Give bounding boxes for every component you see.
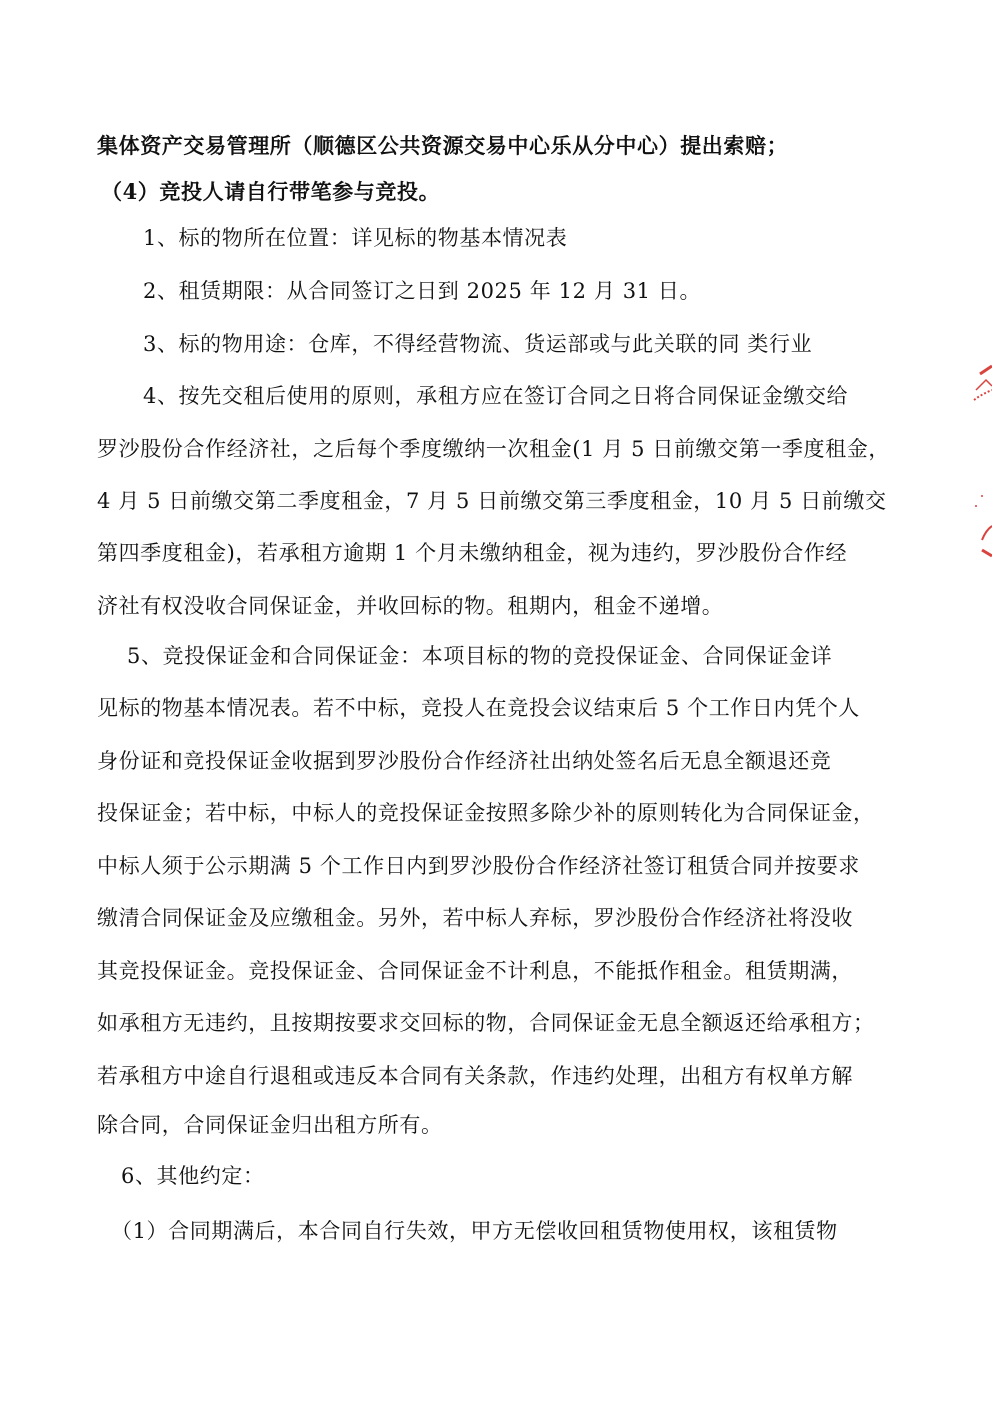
red-seal-fragment-icon (952, 490, 992, 570)
text-line: 投保证金；若中标，中标人的竞投保证金按照多除少补的原则转化为合同保证金， (97, 801, 875, 825)
text-line: 除合同，合同保证金归出租方所有。 (97, 1113, 443, 1137)
text-line: 其竞投保证金。竞投保证金、合同保证金不计利息，不能抵作租金。租赁期满， (97, 959, 853, 983)
text-line: 济社有权没收合同保证金，并收回标的物。租期内，租金不递增。 (97, 594, 724, 618)
section-5-heading: 5、竞投保证金和合同保证金：本项目标的物的竞投保证金、合同保证金详 (127, 644, 833, 668)
text-line: 缴清合同保证金及应缴租金。另外，若中标人弃标，罗沙股份合作经济社将没收 (97, 906, 853, 930)
text-line: 3、标的物用途：仓库，不得经营物流、货运部或与此关联的同 类行业 (143, 332, 813, 356)
text-line: 第四季度租金)，若承租方逾期 1 个月未缴纳租金，视为违约，罗沙股份合作经 (97, 541, 848, 565)
text-line: 6、其他约定： (121, 1164, 265, 1188)
text-line: 4、按先交租后使用的原则，承租方应在签订合同之日将合同保证金缴交给 (143, 384, 849, 408)
text-line: 若承租方中途自行退租或违反本合同有关条款，作违约处理，出租方有权单方解 (97, 1064, 853, 1088)
text-line: 2、租赁期限：从合同签订之日到 2025 年 12 月 31 日。 (143, 279, 702, 303)
text-line: 罗沙股份合作经济社，之后每个季度缴纳一次租金(1 月 5 日前缴交第一季度租金， (97, 437, 890, 461)
text-line: 1、标的物所在位置：详见标的物基本情况表 (143, 226, 568, 250)
text-line: 见标的物基本情况表。若不中标，竞投人在竞投会议结束后 5 个工作日内凭个人 (97, 696, 860, 720)
text-line: 如承租方无违约，且按期按要求交回标的物，合同保证金无息全额返还给承租方； (97, 1011, 875, 1035)
text-line: 4 月 5 日前缴交第二季度租金，7 月 5 日前缴交第三季度租金，10 月 5 日前缴交 (97, 489, 887, 513)
text-line: 中标人须于公示期满 5 个工作日内到罗沙股份合作经济社签订租赁合同并按要求 (97, 854, 860, 878)
red-seal-fragment-icon (952, 360, 992, 440)
text-line: （1）合同期满后，本合同自行失效，甲方无偿收回租赁物使用权，该租赁物 (111, 1219, 838, 1243)
text-line: （4）竞投人请自行带笔参与竞投。 (101, 179, 441, 204)
text-line: 集体资产交易管理所（顺德区公共资源交易中心乐从分中心）提出索赔； (97, 133, 789, 158)
text-line: 身份证和竞投保证金收据到罗沙股份合作经济社出纳处签名后无息全额退还竞 (97, 749, 832, 773)
